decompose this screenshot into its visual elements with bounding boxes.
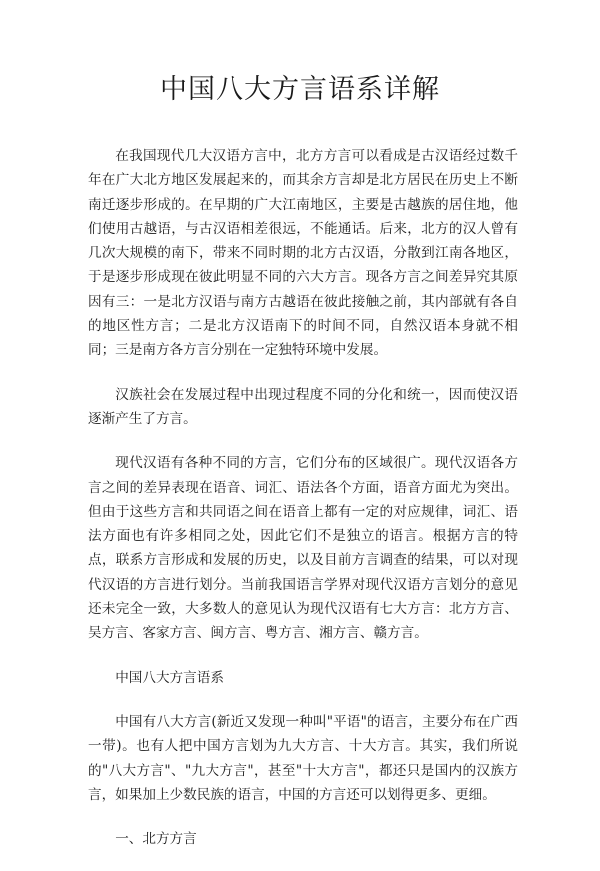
document-body	[88, 144, 518, 871]
paragraph-seven-dialects: 现代汉语有各种不同的方言，它们分布的区域很广。现代汉语各方言之间的差异表现在语音、词汇、语法各个方面，语音方面尤为突出。但由于这些方言和共同语之间在语音上都有一定的对应规律，词汇、语法方面也有许多相同之处，因此它们不是独立的语言。根据方言的特点，联系方言形成和发展的历史，以及目前方言调查的结果，可以对现代汉语的方言进行划分。当前我国语言学界对现代汉语方言划分的意见还未完全一致，大多数人的意见认为现代汉语有七大方言：北方方言、吴方言、客家方言、闽方言、粤方言、湘方言、赣方言。	[88, 455, 518, 642]
document-title: 中国八大方言语系详解	[160, 74, 440, 105]
paragraph-origin-of-dialects: 在我国现代几大汉语方言中，北方方言可以看成是古汉语经过数千年在广大北方地区发展起来的，而其余方言却是北方居民在历史上不断南迁逐步形成的。在早期的广大江南地区，主要是古越族的居住地，他们使用古越语，与古汉语相差很远，不能通话。后来，北方的汉人曾有几次大规模的南下，带来不同时期的北方古汉语，分散到江南各地区，于是逐步形成现在彼此明显不同的六大方言。现各方言之间差异究其原因有三：一是北方汉语与南方古越语在彼此接触之前，其内部就有各自的地区性方言；二是北方汉语南下的时间不同，自然汉语本身就不相同；三是南方各方言分别在一定独特环境中发展。	[88, 148, 518, 359]
section-heading: 中国八大方言语系	[115, 669, 224, 686]
paragraph-dialect-formation: 汉族社会在发展过程中出现过程度不同的分化和统一，因而使汉语逐渐产生了方言。	[88, 386, 518, 427]
paragraph-eight-dialects: 中国有八大方言(新近又发现一种叫"平语"的语言，主要分布在广西一带)。也有人把中国方言划为九大方言、十大方言。其实，我们所说的"八大方言"、"九大方言"，甚至"十大方言"，都还只是国内的汉族方言，如果加上少数民族的语言，中国的方言还可以划得更多、更细。	[88, 713, 518, 803]
subsection-heading: 一、北方方言	[115, 831, 197, 848]
